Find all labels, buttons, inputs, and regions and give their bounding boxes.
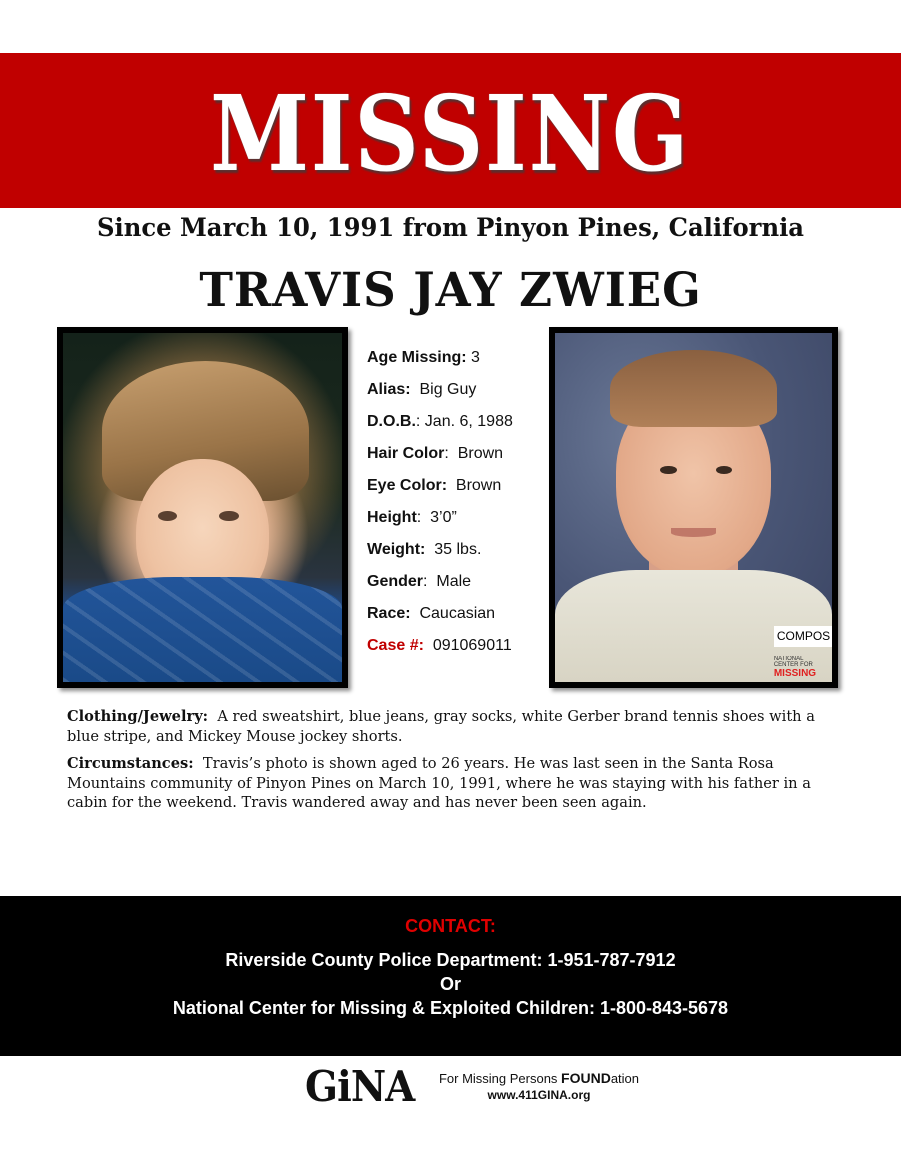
fact-gender [367, 570, 542, 602]
case-narrative [67, 707, 837, 821]
fact-label: Hair Color [367, 445, 445, 462]
fact-value: 3 [471, 349, 480, 366]
composite-watermark: COMPOS [774, 626, 832, 647]
ncmec-watermark-missing: MISSING [773, 668, 817, 680]
fact-eye-color [367, 474, 542, 506]
gina-tagline-found: FOUND [561, 1070, 611, 1086]
gina-tagline [433, 1070, 645, 1087]
fact-label: Height [367, 509, 417, 526]
fact-height [367, 506, 542, 538]
fact-value: 35 lbs. [434, 541, 482, 558]
contact-or-separator: Or [439, 974, 461, 994]
fact-value: Jan. 6, 1988 [424, 413, 513, 430]
photo-mouth-shape [671, 528, 715, 536]
age-progressed-photo [549, 327, 838, 688]
circumstances-paragraph [67, 754, 837, 813]
ncmec-watermark-text [774, 656, 832, 668]
contact-police-phone: Riverside County Police Department: 1-951-787-7912 [225, 950, 676, 970]
fact-label: Race: [367, 605, 411, 622]
fact-hair-color [367, 442, 542, 474]
missing-banner [0, 53, 901, 208]
fact-value: Male [436, 573, 472, 590]
fact-value: 091069011 [432, 637, 512, 654]
fact-race [367, 602, 542, 634]
fact-case-number [367, 634, 542, 666]
banner-title: MISSING [210, 71, 691, 195]
clothing-label: Clothing/Jewelry: [67, 708, 209, 725]
childhood-photo-image [63, 333, 342, 682]
fact-label: D.O.B. [367, 413, 416, 430]
fact-value: 3’0” [430, 509, 457, 526]
fact-dob [367, 410, 542, 442]
fact-label: Weight: [367, 541, 426, 558]
photo-eye-shape [660, 466, 677, 474]
fact-label-suffix: : [444, 445, 449, 462]
contact-section [0, 896, 901, 1056]
gina-tagline-prefix: For Missing Persons [438, 1071, 562, 1086]
fact-value: Brown [457, 445, 504, 462]
fact-alias [367, 378, 542, 410]
fact-label-suffix: : [423, 573, 428, 590]
clothing-text: A red sweatshirt, blue jeans, gray socks, white Gerber brand tennis shoes with a blue stripe, and Mickey Mouse jockey shorts. [67, 708, 815, 745]
person-name: TRAVIS JAY ZWIEG [199, 263, 702, 318]
childhood-photo [57, 327, 348, 688]
physical-description-list [367, 346, 542, 666]
circumstances-label: Circumstances: [67, 755, 194, 772]
fact-age-missing [367, 346, 542, 378]
age-progressed-photo-image [555, 333, 832, 682]
fact-value: Big Guy [419, 381, 477, 398]
gina-foundation-logo [305, 1064, 645, 1110]
fact-label: Eye Color: [367, 477, 448, 494]
photo-hair-shape [610, 350, 776, 427]
fact-label-suffix: : [416, 509, 422, 526]
missing-since-subtitle: Since March 10, 1991 from Pinyon Pines, California [96, 213, 805, 242]
contact-title: CONTACT: [405, 916, 496, 936]
fact-label: Gender [367, 573, 424, 590]
circumstances-text: Travis’s photo is shown aged to 26 years. He was last seen in the Santa Rosa Mountains community of Pinyon Pines on March 10, 1991, where he was staying with his father in a cabin for the weekend. Travis wandered away and has never been seen again. [67, 755, 811, 811]
fact-weight [367, 538, 542, 570]
fact-label: Age Missing: [367, 349, 467, 366]
photo-eye-shape [716, 466, 733, 474]
gina-tagline-suffix: ation [610, 1071, 640, 1086]
fact-label-suffix: : [415, 413, 421, 430]
fact-label: Case #: [367, 637, 424, 654]
fact-value: Caucasian [419, 605, 496, 622]
gina-website: www.411GINA.org [487, 1088, 591, 1102]
contact-ncmec-phone: National Center for Missing & Exploited Children: 1-800-843-5678 [172, 998, 729, 1018]
photo-shirt-shape [63, 577, 342, 682]
gina-logo-mark: GiNA [305, 1062, 415, 1111]
fact-value: Brown [455, 477, 502, 494]
watermark-line: CENTER FOR [773, 662, 813, 669]
watermark-line: NATIONAL [773, 656, 804, 663]
fact-label: Alias: [367, 381, 411, 398]
clothing-paragraph [67, 707, 837, 746]
